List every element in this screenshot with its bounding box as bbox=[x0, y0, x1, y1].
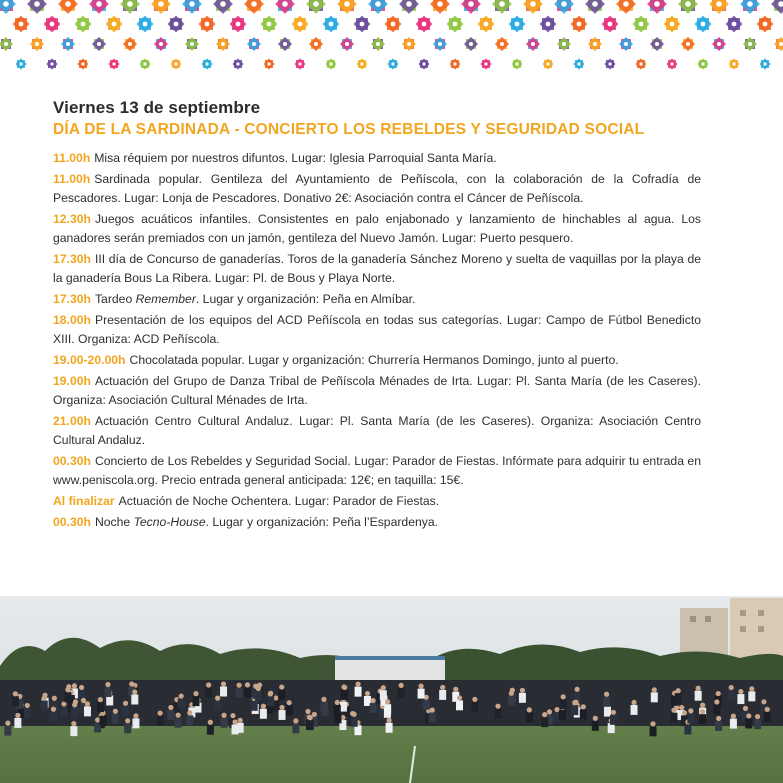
pattern-star bbox=[416, 16, 433, 33]
pattern-star bbox=[385, 16, 402, 33]
pattern-star bbox=[306, 0, 326, 14]
pattern-star bbox=[743, 37, 757, 51]
pattern-star bbox=[399, 0, 419, 14]
pattern-star bbox=[526, 37, 540, 51]
pattern-star bbox=[137, 16, 154, 33]
team-photo-icon bbox=[0, 596, 783, 783]
decorative-pattern-banner bbox=[0, 0, 783, 82]
event-time: 11.00h bbox=[53, 172, 91, 186]
pattern-star bbox=[650, 37, 664, 51]
pattern-star bbox=[340, 37, 354, 51]
event-item bbox=[53, 149, 701, 168]
pattern-star bbox=[294, 58, 305, 69]
event-item bbox=[53, 250, 701, 288]
pattern-star bbox=[261, 16, 278, 33]
event-description-italic: Remember bbox=[135, 292, 196, 306]
pattern-star bbox=[323, 16, 340, 33]
event-item bbox=[53, 452, 701, 490]
pattern-star bbox=[278, 37, 292, 51]
event-description: Actuación del Grupo de Danza Tribal de Peñíscola Ménades de Irta. Lugar: Pl. Santa María (de les Caseres). Organiza: Asociación Cultural Ménades de Irta. bbox=[53, 374, 701, 407]
event-description: III día de Concurso de ganaderías. Toros de la ganadería Sánchez Moreno y suelta de vaquillas por la playa de la ganadería Bous La Ribera. Lugar: Pl. de Bous y Playa Norte. bbox=[53, 252, 701, 285]
pattern-star bbox=[774, 37, 783, 51]
pattern-star bbox=[430, 0, 450, 14]
pattern-star bbox=[728, 58, 739, 69]
pattern-star bbox=[154, 37, 168, 51]
pattern-star bbox=[633, 16, 650, 33]
pattern-star bbox=[602, 16, 619, 33]
event-description: . Lugar y organización: Peña l’Espardenya. bbox=[205, 515, 439, 529]
event-time: 11.00h bbox=[53, 151, 91, 165]
event-item bbox=[53, 513, 701, 532]
page-title: Viernes 13 de septiembre bbox=[53, 98, 261, 117]
pattern-star bbox=[75, 16, 92, 33]
event-item bbox=[53, 311, 701, 349]
pattern-star bbox=[604, 58, 615, 69]
pattern-star bbox=[0, 0, 16, 14]
pattern-star bbox=[230, 16, 247, 33]
pattern-star bbox=[447, 16, 464, 33]
pattern-star bbox=[354, 16, 371, 33]
event-item bbox=[53, 412, 701, 450]
pattern-star bbox=[168, 16, 185, 33]
pattern-star bbox=[213, 0, 233, 14]
event-description: Actuación Centro Cultural Andaluz. Lugar: Pl. Santa María (de les Caseres). Organiza: Asociación Centro Cultural Andaluz. bbox=[53, 414, 701, 447]
pattern-star bbox=[170, 58, 181, 69]
pattern-star bbox=[139, 58, 150, 69]
event-description: Actuación de Noche Ochentera. Lugar: Parador de Fiestas. bbox=[118, 494, 440, 508]
pattern-star bbox=[588, 37, 602, 51]
pattern-star bbox=[356, 58, 367, 69]
pattern-star bbox=[89, 0, 109, 14]
pattern-star bbox=[571, 16, 588, 33]
pattern-star bbox=[232, 58, 243, 69]
pattern-star bbox=[15, 58, 26, 69]
pattern-star bbox=[619, 37, 633, 51]
event-description: Tardeo bbox=[94, 292, 136, 306]
pattern-star bbox=[759, 58, 770, 69]
team-group-photo bbox=[0, 596, 783, 783]
pattern-star bbox=[509, 16, 526, 33]
pattern-star bbox=[540, 16, 557, 33]
pattern-star bbox=[771, 0, 783, 14]
pattern-star bbox=[106, 16, 123, 33]
event-time: 00.30h bbox=[53, 454, 91, 468]
pattern-star bbox=[461, 0, 481, 14]
pattern-star bbox=[478, 16, 495, 33]
pattern-star bbox=[480, 58, 491, 69]
pattern-star bbox=[30, 37, 44, 51]
pattern-star bbox=[263, 58, 274, 69]
pattern-star bbox=[664, 16, 681, 33]
event-description: Noche bbox=[94, 515, 134, 529]
pattern-star bbox=[58, 0, 78, 14]
pattern-star bbox=[635, 58, 646, 69]
event-item bbox=[53, 290, 701, 309]
pattern-star bbox=[647, 0, 667, 14]
day-subtitle: DÍA DE LA SARDINADA - CONCIERTO LOS REBELDES Y SEGURIDAD SOCIAL bbox=[53, 121, 645, 138]
event-description: Presentación de los equipos del ACD Peñíscola en todas sus categorías. Lugar: Campo de Fútbol Benedicto XIII. Organiza: ACD Peñíscola. bbox=[53, 313, 701, 346]
event-item bbox=[53, 170, 701, 208]
pattern-star bbox=[199, 16, 216, 33]
pattern-star bbox=[678, 0, 698, 14]
pattern-star bbox=[13, 16, 30, 33]
pattern-star bbox=[185, 37, 199, 51]
pattern-star bbox=[681, 37, 695, 51]
pattern-star bbox=[201, 58, 212, 69]
event-item bbox=[53, 372, 701, 410]
event-description: Concierto de Los Rebeldes y Seguridad Social. Lugar: Parador de Fiestas. Infórmate para adquirir tu entrada en www.peniscola.org. Precio entrada general anticipada: 12€; en taquilla: 15€. bbox=[53, 454, 701, 487]
pattern-star bbox=[182, 0, 202, 14]
pattern-star bbox=[585, 0, 605, 14]
pattern-star bbox=[712, 37, 726, 51]
event-time: Al finalizar bbox=[53, 494, 115, 508]
pattern-star bbox=[46, 58, 57, 69]
pattern-star bbox=[0, 37, 13, 51]
pattern-star bbox=[740, 0, 760, 14]
event-description: Chocolatada popular. Lugar y organización: Churrería Hermanos Domingo, junto al puerto. bbox=[129, 353, 619, 367]
event-time: 19.00-20.00h bbox=[53, 353, 126, 367]
event-time: 12.30h bbox=[53, 212, 91, 226]
pattern-star bbox=[275, 0, 295, 14]
pattern-star bbox=[77, 58, 88, 69]
event-description: Sardinada popular. Gentileza del Ayuntamiento de Peñíscola, con la colaboración de la Cofradía de Pescadores. Lugar: Lonja de Pescadores. Donativo 2€: Asociación contra el Cáncer de Peñíscola. bbox=[53, 172, 701, 205]
event-time: 19.00h bbox=[53, 374, 91, 388]
event-item bbox=[53, 210, 701, 248]
pattern-star bbox=[695, 16, 712, 33]
pattern-star bbox=[247, 37, 261, 51]
pattern-star bbox=[726, 16, 743, 33]
pattern-star bbox=[697, 58, 708, 69]
event-time: 00.30h bbox=[53, 515, 91, 529]
pattern-star bbox=[402, 37, 416, 51]
pattern-star bbox=[616, 0, 636, 14]
event-description: . Lugar y organización: Peña en Almíbar. bbox=[195, 292, 416, 306]
pattern-star bbox=[464, 37, 478, 51]
pattern-star bbox=[709, 0, 729, 14]
event-time: 17.30h bbox=[53, 252, 91, 266]
pattern-star bbox=[371, 37, 385, 51]
pattern-star bbox=[554, 0, 574, 14]
pattern-star bbox=[27, 0, 47, 14]
pattern-star bbox=[492, 0, 512, 14]
pattern-star bbox=[449, 58, 460, 69]
pattern-star bbox=[757, 16, 774, 33]
pattern-star bbox=[292, 16, 309, 33]
event-description-italic: Tecno-House bbox=[133, 515, 206, 529]
pattern-star bbox=[557, 37, 571, 51]
pattern-star bbox=[666, 58, 677, 69]
pattern-star bbox=[542, 58, 553, 69]
pattern-star bbox=[495, 37, 509, 51]
pattern-star bbox=[418, 58, 429, 69]
pattern-star bbox=[309, 37, 323, 51]
pattern-star bbox=[44, 16, 61, 33]
pattern-star bbox=[573, 58, 584, 69]
event-time: 17.30h bbox=[53, 292, 91, 306]
event-description: Misa réquiem por nuestros difuntos. Lugar: Iglesia Parroquial Santa María. bbox=[94, 151, 497, 165]
pattern-star bbox=[511, 58, 522, 69]
event-item bbox=[53, 492, 701, 511]
event-item bbox=[53, 351, 701, 370]
pattern-star bbox=[61, 37, 75, 51]
pattern-star bbox=[337, 0, 357, 14]
pattern-star bbox=[433, 37, 447, 51]
pattern-star bbox=[92, 37, 106, 51]
pattern-star bbox=[368, 0, 388, 14]
pattern-star bbox=[108, 58, 119, 69]
star-pattern-icon bbox=[0, 0, 783, 82]
pattern-star bbox=[123, 37, 137, 51]
event-time: 21.00h bbox=[53, 414, 91, 428]
pattern-star bbox=[523, 0, 543, 14]
pattern-star bbox=[151, 0, 171, 14]
pattern-star bbox=[387, 58, 398, 69]
event-description: Juegos acuáticos infantiles. Consistentes en palo enjabonado y lanzamiento de hinchables al agua. Los ganadores serán premiados con un jamón, gentileza del Nuevo Jamón. Lugar: Puerto pesquero. bbox=[53, 212, 701, 245]
event-time: 18.00h bbox=[53, 313, 91, 327]
pattern-star bbox=[244, 0, 264, 14]
pattern-star bbox=[216, 37, 230, 51]
pattern-star bbox=[120, 0, 140, 14]
event-schedule bbox=[53, 97, 701, 534]
pattern-star bbox=[325, 58, 336, 69]
